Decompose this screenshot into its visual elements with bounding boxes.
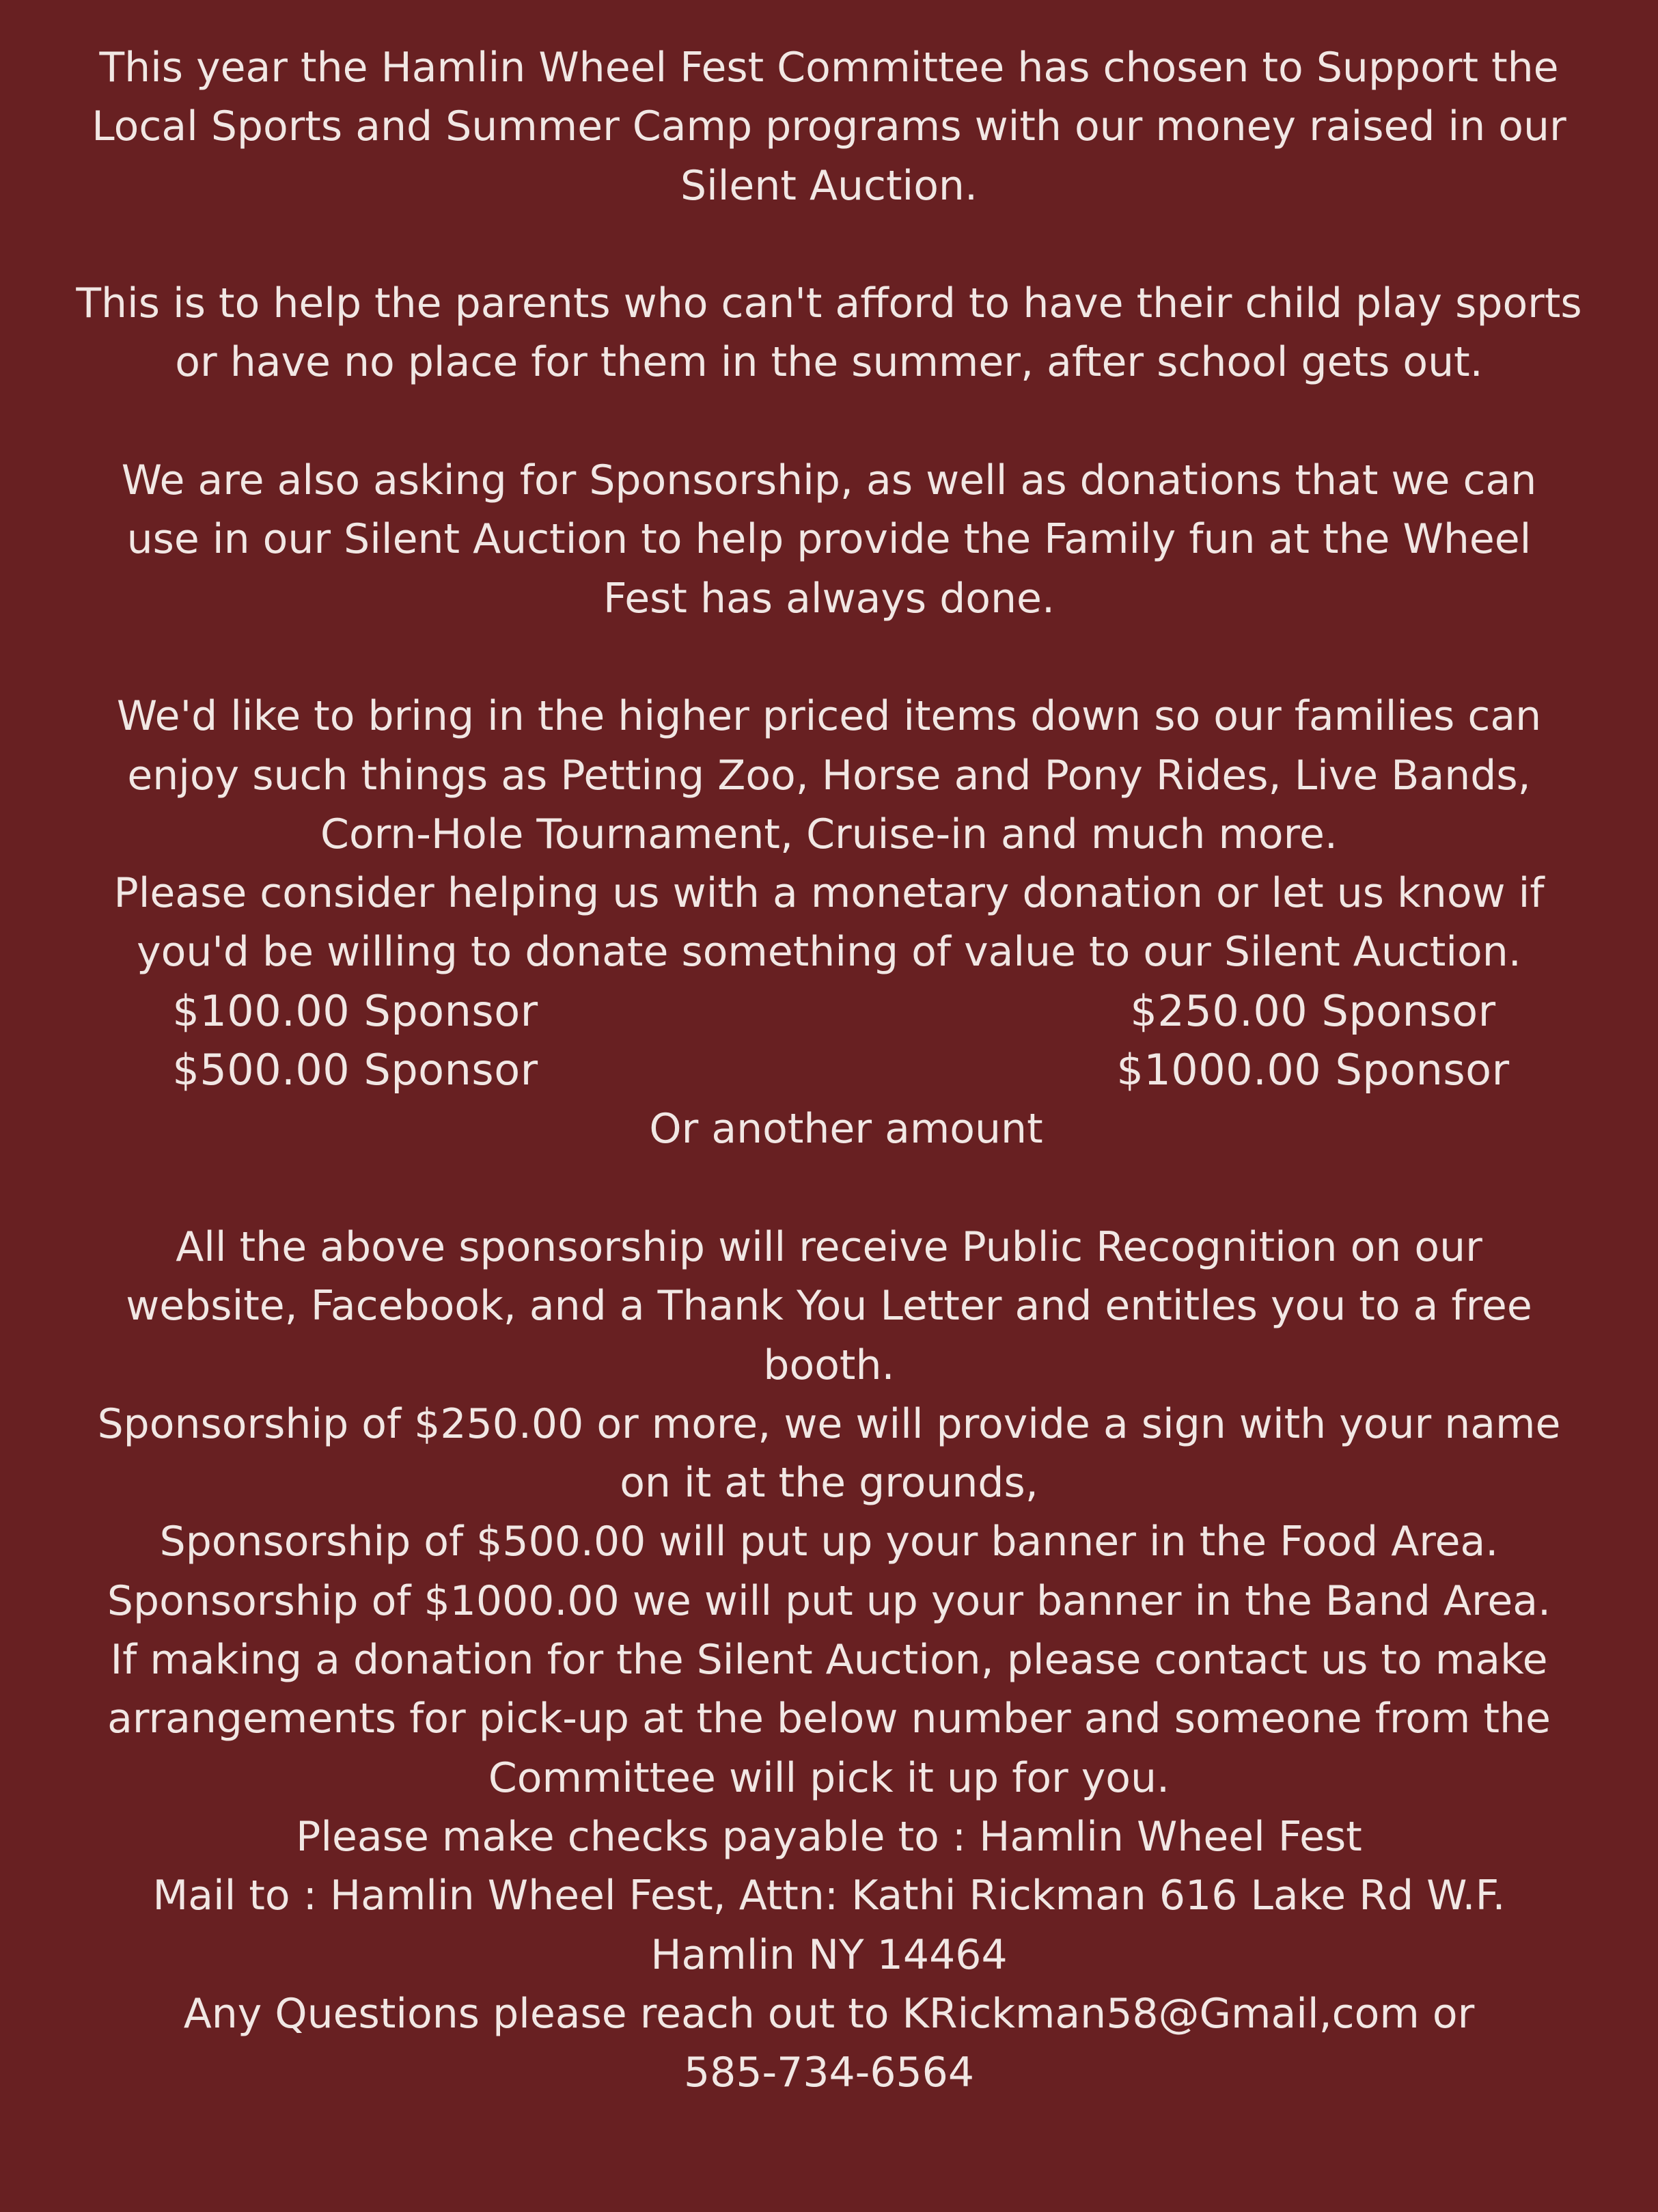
text-line: We are also asking for Sponsorship, as well as donations that we can xyxy=(121,456,1537,505)
text-line: or have no place for them in the summer, after school gets out. xyxy=(175,338,1483,387)
sponsorship-request-paragraph xyxy=(0,451,1658,628)
goals-paragraph xyxy=(0,687,1658,981)
text-line: use in our Silent Auction to help provide the Family fun at the Wheel xyxy=(126,515,1532,564)
intro-paragraph xyxy=(0,38,1658,215)
text-line: Corn-Hole Tournament, Cruise-in and much more. xyxy=(320,810,1338,858)
mailing-address-line: Hamlin NY 14464 xyxy=(650,1930,1008,1979)
text-line: booth. xyxy=(763,1341,895,1389)
sponsor-level-100: $100.00 Sponsor xyxy=(172,985,538,1036)
text-line: If making a donation for the Silent Auction, please contact us to make xyxy=(110,1636,1548,1684)
paragraph-spacer xyxy=(0,628,1658,687)
mailing-address-line: Mail to : Hamlin Wheel Fest, Attn: Kathi Rickman 616 Lake Rd W.F. xyxy=(152,1872,1506,1920)
paragraph-spacer xyxy=(0,215,1658,274)
benefits-paragraph xyxy=(0,1218,1658,2102)
sponsor-row xyxy=(0,1041,1658,1100)
text-line: enjoy such things as Petting Zoo, Horse and Pony Rides, Live Bands, xyxy=(127,751,1531,800)
text-line: All the above sponsorship will receive Public Recognition on our xyxy=(176,1223,1482,1271)
text-line: This is to help the parents who can't afford to have their child play sports xyxy=(76,279,1582,328)
text-line: Sponsorship of $250.00 or more, we will provide a sign with your name xyxy=(97,1399,1561,1448)
sponsor-level-1000: $1000.00 Sponsor xyxy=(1116,1045,1510,1095)
text-line: We'd like to bring in the higher priced items down so our families can xyxy=(116,692,1542,741)
text-line: website, Facebook, and a Thank You Letter and entitles you to a free xyxy=(126,1282,1532,1330)
text-line: Fest has always done. xyxy=(603,574,1055,623)
text-line: Sponsorship of $1000.00 we will put up your banner in the Band Area. xyxy=(107,1576,1551,1625)
sponsor-level-500: $500.00 Sponsor xyxy=(172,1045,538,1095)
phone-number: 585-734-6564 xyxy=(683,2049,975,2097)
sponsor-level-250: $250.00 Sponsor xyxy=(1130,985,1496,1036)
sponsor-other-amount: Or another amount xyxy=(649,1105,1043,1153)
text-line: Committee will pick it up for you. xyxy=(488,1753,1170,1802)
text-line: arrangements for pick-up at the below number and someone from the xyxy=(107,1695,1551,1743)
sponsor-row xyxy=(0,982,1658,1041)
paragraph-spacer xyxy=(0,1159,1658,1218)
paragraph-spacer xyxy=(0,392,1658,451)
text-line: Please consider helping us with a monetary donation or let us know if xyxy=(113,869,1545,918)
contact-line: Any Questions please reach out to KRickman58@Gmail,com or xyxy=(183,1989,1475,2038)
sponsor-levels xyxy=(0,982,1658,1159)
text-line: This year the Hamlin Wheel Fest Committee has chosen to Support the xyxy=(99,44,1559,92)
purpose-paragraph xyxy=(0,274,1658,392)
text-line: Local Sports and Summer Camp programs with our money raised in our xyxy=(92,103,1566,151)
checks-payable-line: Please make checks payable to : Hamlin Wheel Fest xyxy=(296,1812,1362,1861)
text-line: Silent Auction. xyxy=(680,161,978,210)
text-line: Sponsorship of $500.00 will put up your banner in the Food Area. xyxy=(159,1518,1499,1566)
text-line: you'd be willing to donate something of value to our Silent Auction. xyxy=(137,928,1521,977)
text-line: on it at the grounds, xyxy=(620,1459,1038,1507)
